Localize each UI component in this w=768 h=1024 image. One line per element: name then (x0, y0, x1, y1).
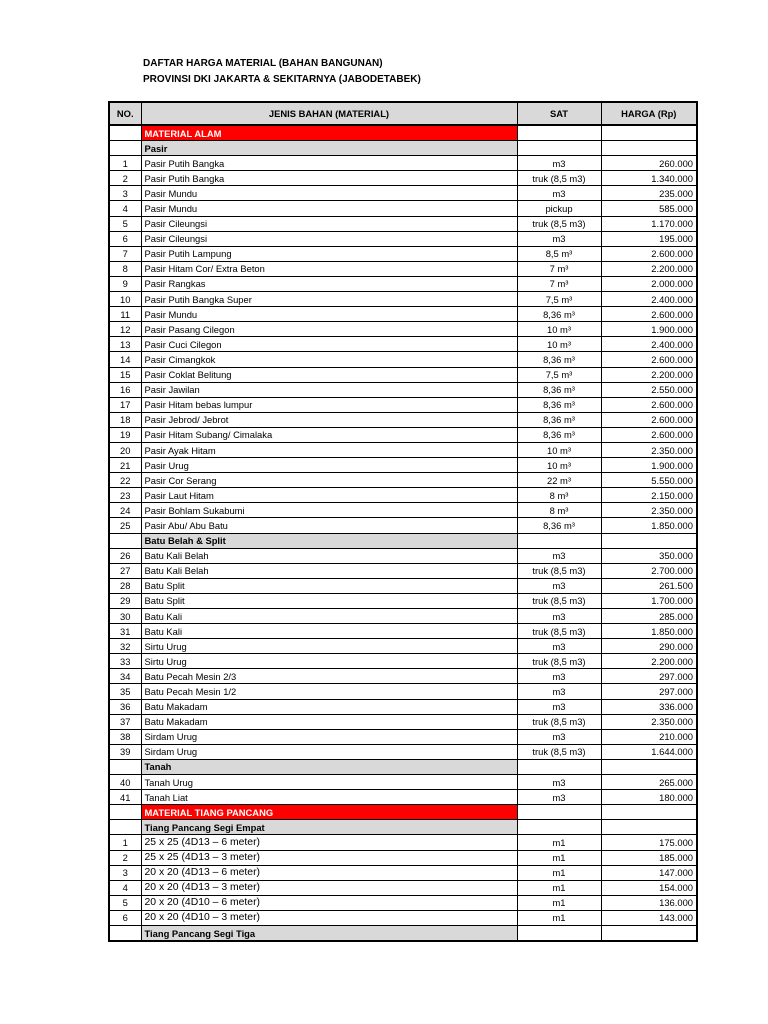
table-row (109, 563, 697, 578)
cell-name: 20 x 20 (4D13 – 3 meter) (141, 880, 517, 895)
cell-harga: 2.400.000 (601, 337, 697, 352)
cell-name: Pasir (141, 141, 517, 156)
cell-name: 25 x 25 (4D13 – 6 meter) (141, 835, 517, 850)
cell-sat: m3 (517, 729, 601, 744)
cell-harga: 2.200.000 (601, 367, 697, 382)
cell-no: 8 (109, 261, 141, 276)
cell-name: 20 x 20 (4D10 – 6 meter) (141, 895, 517, 910)
table-row (109, 775, 697, 790)
cell-name: Pasir Hitam Cor/ Extra Beton (141, 261, 517, 276)
table-row (109, 156, 697, 171)
cell-name: Pasir Hitam Subang/ Cimalaka (141, 427, 517, 442)
cell-no: 10 (109, 292, 141, 307)
cell-no: 11 (109, 307, 141, 322)
cell-harga: 2.000.000 (601, 276, 697, 291)
cell-sat (517, 759, 601, 774)
cell-no (109, 533, 141, 548)
cell-sat: truk (8,5 m3) (517, 171, 601, 186)
cell-no: 34 (109, 669, 141, 684)
cell-no: 32 (109, 639, 141, 654)
cell-harga: 350.000 (601, 548, 697, 563)
subcategory-row (109, 925, 697, 941)
cell-name: Pasir Mundu (141, 201, 517, 216)
cell-harga: 5.550.000 (601, 473, 697, 488)
cell-sat: truk (8,5 m3) (517, 624, 601, 639)
cell-sat (517, 805, 601, 820)
cell-harga: 2.700.000 (601, 563, 697, 578)
table-row (109, 790, 697, 805)
cell-sat: truk (8,5 m3) (517, 593, 601, 608)
cell-sat: m1 (517, 850, 601, 865)
cell-no: 29 (109, 593, 141, 608)
table-body (109, 125, 697, 941)
cell-harga (601, 925, 697, 941)
cell-no: 24 (109, 503, 141, 518)
cell-no (109, 805, 141, 820)
cell-sat: m3 (517, 790, 601, 805)
cell-harga: 297.000 (601, 684, 697, 699)
cell-harga: 2.400.000 (601, 292, 697, 307)
cell-no: 5 (109, 216, 141, 231)
cell-no: 41 (109, 790, 141, 805)
cell-harga: 143.000 (601, 910, 697, 925)
cell-sat: truk (8,5 m3) (517, 563, 601, 578)
cell-harga: 1.900.000 (601, 322, 697, 337)
table-row (109, 261, 697, 276)
subcategory-row (109, 759, 697, 774)
cell-name: Tiang Pancang Segi Empat (141, 820, 517, 835)
title-line-1: DAFTAR HARGA MATERIAL (BAHAN BANGUNAN) (143, 58, 383, 69)
cell-no: 35 (109, 684, 141, 699)
cell-sat: m3 (517, 578, 601, 593)
cell-name: Pasir Putih Bangka Super (141, 292, 517, 307)
cell-sat: 7 m³ (517, 276, 601, 291)
cell-sat: 8,36 m³ (517, 307, 601, 322)
cell-no: 1 (109, 156, 141, 171)
cell-no: 36 (109, 699, 141, 714)
price-table (108, 101, 698, 942)
column-header-no: NO. (109, 102, 141, 125)
table-row (109, 292, 697, 307)
cell-no: 3 (109, 186, 141, 201)
cell-sat (517, 533, 601, 548)
cell-harga: 265.000 (601, 775, 697, 790)
cell-name: Pasir Hitam bebas lumpur (141, 397, 517, 412)
cell-sat: m3 (517, 231, 601, 246)
column-header-name: JENIS BAHAN (MATERIAL) (141, 102, 517, 125)
table-row (109, 473, 697, 488)
table-row (109, 744, 697, 759)
cell-no (109, 141, 141, 156)
cell-sat: 8,36 m³ (517, 382, 601, 397)
table-row (109, 699, 697, 714)
cell-no (109, 759, 141, 774)
cell-name: Pasir Jebrod/ Jebrot (141, 412, 517, 427)
cell-name: Pasir Cor Serang (141, 473, 517, 488)
cell-sat: truk (8,5 m3) (517, 216, 601, 231)
table-row (109, 865, 697, 880)
cell-sat: 8 m³ (517, 488, 601, 503)
cell-name: Tanah Urug (141, 775, 517, 790)
cell-no: 14 (109, 352, 141, 367)
cell-name: Batu Split (141, 578, 517, 593)
cell-name: Pasir Cuci Cilegon (141, 337, 517, 352)
cell-name: Pasir Abu/ Abu Batu (141, 518, 517, 533)
cell-sat: 7 m³ (517, 261, 601, 276)
cell-name: Batu Kali Belah (141, 563, 517, 578)
cell-sat: 10 m³ (517, 337, 601, 352)
table-row (109, 427, 697, 442)
cell-name: Sirdam Urug (141, 729, 517, 744)
cell-no: 15 (109, 367, 141, 382)
cell-harga: 2.150.000 (601, 488, 697, 503)
cell-sat: m1 (517, 895, 601, 910)
cell-harga: 2.200.000 (601, 654, 697, 669)
cell-no: 27 (109, 563, 141, 578)
cell-no: 22 (109, 473, 141, 488)
table-row (109, 910, 697, 925)
cell-harga: 297.000 (601, 669, 697, 684)
column-header-sat: SAT (517, 102, 601, 125)
cell-name: Pasir Coklat Belitung (141, 367, 517, 382)
cell-harga: 2.600.000 (601, 427, 697, 442)
cell-no: 39 (109, 744, 141, 759)
cell-sat: 8,36 m³ (517, 412, 601, 427)
cell-harga: 336.000 (601, 699, 697, 714)
cell-harga: 2.600.000 (601, 352, 697, 367)
cell-name: Batu Kali Belah (141, 548, 517, 563)
cell-name: Batu Makadam (141, 699, 517, 714)
table-row (109, 276, 697, 291)
table-row (109, 654, 697, 669)
cell-sat: pickup (517, 201, 601, 216)
cell-name: Pasir Urug (141, 458, 517, 473)
cell-harga: 147.000 (601, 865, 697, 880)
cell-name: Batu Belah & Split (141, 533, 517, 548)
cell-no: 26 (109, 548, 141, 563)
cell-sat: m3 (517, 699, 601, 714)
cell-no: 16 (109, 382, 141, 397)
cell-name: Batu Pecah Mesin 1/2 (141, 684, 517, 699)
title-line-2: PROVINSI DKI JAKARTA & SEKITARNYA (JABODETABEK) (143, 74, 421, 85)
table-row (109, 714, 697, 729)
cell-harga: 185.000 (601, 850, 697, 865)
cell-name: MATERIAL ALAM (141, 125, 517, 141)
cell-no: 12 (109, 322, 141, 337)
table-row (109, 458, 697, 473)
cell-no: 33 (109, 654, 141, 669)
cell-sat: 8 m³ (517, 503, 601, 518)
cell-sat: 8,36 m³ (517, 352, 601, 367)
cell-name: 25 x 25 (4D13 – 3 meter) (141, 850, 517, 865)
cell-no: 9 (109, 276, 141, 291)
cell-no: 30 (109, 609, 141, 624)
cell-sat: m3 (517, 609, 601, 624)
table-row (109, 186, 697, 201)
cell-name: MATERIAL TIANG PANCANG (141, 805, 517, 820)
cell-no: 2 (109, 850, 141, 865)
cell-no: 40 (109, 775, 141, 790)
table-row (109, 322, 697, 337)
cell-name: 20 x 20 (4D10 – 3 meter) (141, 910, 517, 925)
cell-sat: 7,5 m³ (517, 367, 601, 382)
cell-name: Pasir Jawilan (141, 382, 517, 397)
cell-no: 21 (109, 458, 141, 473)
table-row (109, 352, 697, 367)
cell-harga: 290.000 (601, 639, 697, 654)
cell-no: 38 (109, 729, 141, 744)
cell-name: Sirtu Urug (141, 654, 517, 669)
cell-no: 20 (109, 442, 141, 457)
cell-name: Pasir Putih Bangka (141, 156, 517, 171)
subcategory-row (109, 820, 697, 835)
table-row (109, 246, 697, 261)
table-row (109, 442, 697, 457)
cell-harga: 585.000 (601, 201, 697, 216)
cell-no: 6 (109, 231, 141, 246)
cell-name: Pasir Rangkas (141, 276, 517, 291)
cell-name: Batu Kali (141, 624, 517, 639)
cell-harga: 1.900.000 (601, 458, 697, 473)
table-row (109, 397, 697, 412)
cell-sat: m3 (517, 186, 601, 201)
cell-sat: 8,36 m³ (517, 427, 601, 442)
cell-name: Sirdam Urug (141, 744, 517, 759)
cell-no: 23 (109, 488, 141, 503)
cell-no: 7 (109, 246, 141, 261)
cell-sat: m3 (517, 775, 601, 790)
cell-no: 37 (109, 714, 141, 729)
table-row (109, 593, 697, 608)
cell-name: Pasir Bohlam Sukabumi (141, 503, 517, 518)
cell-harga: 1.850.000 (601, 624, 697, 639)
cell-sat: 10 m³ (517, 442, 601, 457)
cell-no: 31 (109, 624, 141, 639)
cell-name: Pasir Mundu (141, 307, 517, 322)
table-row (109, 307, 697, 322)
cell-no (109, 925, 141, 941)
cell-no (109, 820, 141, 835)
cell-harga: 1.700.000 (601, 593, 697, 608)
cell-no: 4 (109, 880, 141, 895)
cell-name: Pasir Putih Bangka (141, 171, 517, 186)
cell-harga: 261.500 (601, 578, 697, 593)
subcategory-row (109, 533, 697, 548)
table-row (109, 639, 697, 654)
cell-harga: 235.000 (601, 186, 697, 201)
cell-sat: 10 m³ (517, 322, 601, 337)
table-row (109, 503, 697, 518)
cell-harga (601, 141, 697, 156)
cell-sat: m1 (517, 880, 601, 895)
table-row (109, 518, 697, 533)
table-row (109, 412, 697, 427)
cell-harga: 180.000 (601, 790, 697, 805)
cell-sat (517, 125, 601, 141)
table-row (109, 835, 697, 850)
cell-sat: 7,5 m³ (517, 292, 601, 307)
cell-sat: m3 (517, 548, 601, 563)
cell-no: 13 (109, 337, 141, 352)
cell-harga: 2.550.000 (601, 382, 697, 397)
cell-sat: m1 (517, 865, 601, 880)
table-row (109, 669, 697, 684)
cell-name: Pasir Cileungsi (141, 216, 517, 231)
cell-sat: m3 (517, 156, 601, 171)
cell-name: Batu Makadam (141, 714, 517, 729)
cell-sat: m3 (517, 669, 601, 684)
table-row (109, 382, 697, 397)
table-row (109, 171, 697, 186)
cell-sat: truk (8,5 m3) (517, 744, 601, 759)
cell-sat: m3 (517, 684, 601, 699)
cell-name: Tiang Pancang Segi Tiga (141, 925, 517, 941)
table-header-row (109, 102, 697, 125)
cell-sat (517, 141, 601, 156)
table-row (109, 578, 697, 593)
cell-sat: 22 m³ (517, 473, 601, 488)
cell-no (109, 125, 141, 141)
cell-name: Batu Split (141, 593, 517, 608)
cell-name: 20 x 20 (4D13 – 6 meter) (141, 865, 517, 880)
cell-sat: m1 (517, 910, 601, 925)
table-row (109, 729, 697, 744)
cell-no: 19 (109, 427, 141, 442)
cell-harga: 1.170.000 (601, 216, 697, 231)
table-row (109, 684, 697, 699)
cell-harga: 2.600.000 (601, 412, 697, 427)
cell-harga (601, 533, 697, 548)
cell-sat: truk (8,5 m3) (517, 654, 601, 669)
table-row (109, 609, 697, 624)
cell-no: 18 (109, 412, 141, 427)
cell-harga: 175.000 (601, 835, 697, 850)
cell-name: Pasir Pasang Cilegon (141, 322, 517, 337)
cell-no: 4 (109, 201, 141, 216)
cell-harga: 260.000 (601, 156, 697, 171)
cell-harga (601, 759, 697, 774)
cell-harga: 2.350.000 (601, 503, 697, 518)
table-row (109, 488, 697, 503)
cell-name: Pasir Ayak Hitam (141, 442, 517, 457)
cell-harga: 210.000 (601, 729, 697, 744)
cell-harga: 2.600.000 (601, 397, 697, 412)
cell-no: 17 (109, 397, 141, 412)
column-header-harga: HARGA (Rp) (601, 102, 697, 125)
cell-name: Pasir Cileungsi (141, 231, 517, 246)
cell-name: Batu Pecah Mesin 2/3 (141, 669, 517, 684)
cell-harga: 1.644.000 (601, 744, 697, 759)
cell-harga: 154.000 (601, 880, 697, 895)
cell-no: 5 (109, 895, 141, 910)
cell-sat: truk (8,5 m3) (517, 714, 601, 729)
cell-no: 3 (109, 865, 141, 880)
table-row (109, 201, 697, 216)
cell-sat: 10 m³ (517, 458, 601, 473)
cell-no: 25 (109, 518, 141, 533)
cell-sat: m1 (517, 835, 601, 850)
cell-name: Pasir Cimangkok (141, 352, 517, 367)
document-title (143, 56, 421, 88)
cell-name: Pasir Mundu (141, 186, 517, 201)
cell-harga (601, 820, 697, 835)
table-row (109, 850, 697, 865)
table-row (109, 216, 697, 231)
cell-name: Tanah Liat (141, 790, 517, 805)
cell-no: 1 (109, 835, 141, 850)
cell-name: Pasir Laut Hitam (141, 488, 517, 503)
cell-sat: 8,36 m³ (517, 518, 601, 533)
cell-sat (517, 820, 601, 835)
cell-sat (517, 925, 601, 941)
table-row (109, 367, 697, 382)
cell-no: 28 (109, 578, 141, 593)
cell-sat: 8,5 m³ (517, 246, 601, 261)
subcategory-row (109, 141, 697, 156)
cell-harga: 2.600.000 (601, 307, 697, 322)
cell-sat: m3 (517, 639, 601, 654)
cell-harga (601, 805, 697, 820)
cell-harga: 2.600.000 (601, 246, 697, 261)
cell-harga: 285.000 (601, 609, 697, 624)
cell-name: Pasir Putih Lampung (141, 246, 517, 261)
cell-name: Tanah (141, 759, 517, 774)
cell-no: 6 (109, 910, 141, 925)
table-row (109, 337, 697, 352)
cell-no: 2 (109, 171, 141, 186)
cell-sat: 8,36 m³ (517, 397, 601, 412)
table-row (109, 895, 697, 910)
table-row (109, 624, 697, 639)
cell-harga: 1.850.000 (601, 518, 697, 533)
table-row (109, 548, 697, 563)
table-row (109, 231, 697, 246)
cell-harga: 1.340.000 (601, 171, 697, 186)
cell-harga: 2.350.000 (601, 442, 697, 457)
category-row (109, 805, 697, 820)
cell-harga: 2.200.000 (601, 261, 697, 276)
cell-name: Sirtu Urug (141, 639, 517, 654)
cell-harga: 136.000 (601, 895, 697, 910)
cell-harga (601, 125, 697, 141)
cell-harga: 2.350.000 (601, 714, 697, 729)
cell-name: Batu Kali (141, 609, 517, 624)
category-row (109, 125, 697, 141)
cell-harga: 195.000 (601, 231, 697, 246)
table-row (109, 880, 697, 895)
